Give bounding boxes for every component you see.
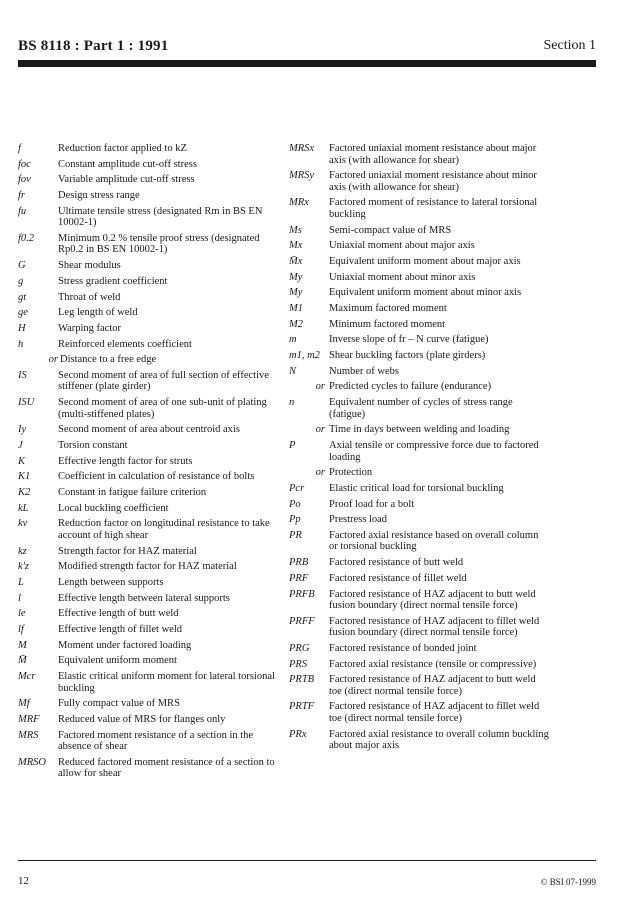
symbol: Po xyxy=(289,498,301,510)
definition-entry xyxy=(289,514,549,526)
symbol: MRx xyxy=(289,197,309,209)
definition-entry xyxy=(18,640,280,652)
definition-text: Axial tensile or compressive force due to factored loading xyxy=(329,440,539,463)
definition-entry xyxy=(18,307,280,319)
definition-entry-alternate xyxy=(18,354,280,366)
symbol: fr xyxy=(18,190,26,202)
definition-text: Modified strength factor for HAZ material xyxy=(58,561,237,573)
symbol: ISU xyxy=(18,397,35,409)
symbol: PRx xyxy=(289,728,307,740)
definition-entry xyxy=(289,143,549,166)
header-rule xyxy=(18,60,596,67)
definition-entry xyxy=(289,530,549,553)
definition-entry xyxy=(18,593,280,605)
symbol: k'z xyxy=(18,561,29,573)
definition-entry xyxy=(289,197,549,220)
definition-text: Moment under factored loading xyxy=(58,639,192,651)
definition-entry xyxy=(289,170,549,193)
definition-entry xyxy=(289,701,549,724)
symbol: MRS xyxy=(18,729,39,741)
definition-text: Second moment of area of full section of effective stiffener (plate girder) xyxy=(58,369,269,393)
definition-entry xyxy=(18,440,280,452)
definition-entry xyxy=(289,440,549,463)
definition-entry xyxy=(18,487,280,499)
definition-text: Proof load for a bolt xyxy=(329,498,415,510)
definition-text: Torsion constant xyxy=(58,440,128,451)
page-number: 12 xyxy=(18,875,29,887)
definition-text: Minimum factored moment xyxy=(329,318,446,330)
definition-entry xyxy=(18,339,280,351)
symbol: ge xyxy=(18,307,28,319)
copyright-notice: © BSI 07-1999 xyxy=(540,877,596,887)
symbol: PRS xyxy=(289,658,308,670)
definition-entry xyxy=(18,577,280,589)
symbol: kL xyxy=(18,502,29,514)
symbol: MRF xyxy=(18,714,40,725)
symbol: PRFB xyxy=(289,588,315,600)
definition-text: Protection xyxy=(329,467,373,479)
symbol: M̄ xyxy=(18,655,27,667)
definition-entry xyxy=(18,624,280,636)
definition-text: Factored resistance of HAZ adjacent to butt weld fusion boundary (direct normal tensile force) xyxy=(329,588,536,611)
definition-text: Warping factor xyxy=(58,322,121,334)
definition-text: Semi-compact value of MRS xyxy=(329,224,452,236)
symbol: fov xyxy=(18,174,31,186)
definition-entry xyxy=(18,424,280,436)
or-label: or xyxy=(48,354,58,366)
symbol: Mcr xyxy=(18,671,36,683)
symbol: My xyxy=(289,271,303,283)
symbol: fu xyxy=(18,205,27,217)
definition-text: Constant in fatigue failure criterion xyxy=(58,487,207,499)
definition-text: Uniaxial moment about minor axis xyxy=(329,271,476,283)
symbol: Mx xyxy=(289,240,303,252)
definition-text: Fully compact value of MRS xyxy=(58,698,180,710)
symbol: MRSx xyxy=(289,143,315,154)
definition-text: Factored axial resistance (tensile or compressive) xyxy=(329,658,537,670)
definition-text: Local buckling coefficient xyxy=(58,502,169,514)
definition-text: Second moment of area about centroid axis xyxy=(58,424,240,436)
definition-text: Reinforced elements coefficient xyxy=(58,338,192,350)
symbol: h xyxy=(18,338,24,350)
symbol: H xyxy=(18,322,26,334)
symbol: foc xyxy=(18,158,31,170)
symbol: PR xyxy=(289,529,302,541)
symbol: M2 xyxy=(289,318,303,330)
definition-entry xyxy=(18,370,280,393)
definition-entry xyxy=(289,674,549,697)
definition-text: Throat of weld xyxy=(58,291,121,303)
definition-entry xyxy=(18,276,280,288)
definition-entry xyxy=(18,518,280,541)
symbol: Mf xyxy=(18,698,30,710)
definition-text: Equivalent number of cycles of stress range (fatigue) xyxy=(329,397,513,420)
definition-text: Factored resistance of HAZ adjacent to fillet weld toe (direct normal tensile force) xyxy=(329,701,540,724)
definition-text: Equivalent uniform moment about major axis xyxy=(329,255,521,267)
definition-entry xyxy=(18,671,280,694)
definition-text: Elastic critical uniform moment for lateral torsional buckling xyxy=(58,671,275,694)
definition-text: Equivalent uniform moment about minor axis xyxy=(329,287,522,299)
definition-text: Strength factor for HAZ material xyxy=(58,545,197,557)
symbol: Iy xyxy=(18,424,27,436)
definition-entry xyxy=(289,334,549,346)
definition-text: Ultimate tensile stress (designated Rm in BS EN 10002-1) xyxy=(58,205,263,229)
definition-entry xyxy=(18,456,280,468)
definition-entry xyxy=(289,729,549,752)
definition-text: Factored moment of resistance to lateral torsional buckling xyxy=(329,197,538,220)
symbol: G xyxy=(18,260,26,272)
definition-entry xyxy=(289,303,549,315)
definition-text: Length between supports xyxy=(58,577,164,588)
symbol: L xyxy=(18,577,24,588)
definition-text: Second moment of area of one sub-unit of plating (multi-stiffened plates) xyxy=(58,397,267,420)
symbols-column-left xyxy=(18,143,280,784)
definition-entry xyxy=(289,499,549,511)
symbol: lf xyxy=(18,624,24,636)
symbol: n xyxy=(289,397,295,409)
definition-text: Shear modulus xyxy=(58,260,121,272)
symbol: M̄x xyxy=(289,255,303,267)
definition-text: Time in days between welding and loading xyxy=(329,424,510,436)
definition-entry xyxy=(289,616,549,639)
definition-entry xyxy=(18,471,280,483)
definition-entry xyxy=(289,659,549,671)
definition-entry-alternate xyxy=(289,467,549,479)
definition-text: Variable amplitude cut-off stress xyxy=(58,174,195,186)
definition-text: Effective length of butt weld xyxy=(58,608,179,620)
definition-text: Shear buckling factors (plate girders) xyxy=(329,350,486,362)
definition-text: Factored uniaxial moment resistance about minor axis (with allowance for shear) xyxy=(329,170,537,193)
definition-entry xyxy=(18,190,280,202)
or-label: or xyxy=(315,424,325,436)
symbol: Pp xyxy=(289,514,301,526)
definition-text: Prestress load xyxy=(329,514,388,526)
definition-text: Factored resistance of butt weld xyxy=(329,557,464,569)
definition-entry xyxy=(289,397,549,420)
symbol: f xyxy=(18,143,21,154)
definition-entry xyxy=(18,397,280,420)
definition-entry xyxy=(18,730,280,753)
definition-entry xyxy=(18,159,280,171)
definition-text: Stress gradient coefficient xyxy=(58,275,168,287)
symbol: K2 xyxy=(18,487,31,499)
definition-text: Design stress range xyxy=(58,190,140,202)
definition-entry xyxy=(289,240,549,252)
definition-entry xyxy=(289,643,549,655)
definition-entry xyxy=(289,589,549,612)
symbol: J xyxy=(18,440,23,451)
symbol: K1 xyxy=(18,471,31,483)
definition-entry xyxy=(18,655,280,667)
definition-text: Reduced value of MRS for flanges only xyxy=(58,714,226,725)
symbol: MRSO xyxy=(18,756,46,768)
section-label: Section 1 xyxy=(543,38,596,53)
definition-entry xyxy=(18,757,280,780)
definition-entry xyxy=(18,260,280,272)
definition-text: Factored resistance of bonded joint xyxy=(329,642,477,654)
symbol: PRB xyxy=(289,557,309,569)
definition-text: Number of webs xyxy=(329,365,399,377)
symbol: f0.2 xyxy=(18,232,35,244)
definition-entry xyxy=(289,256,549,268)
symbol: m xyxy=(289,334,297,346)
definition-text: Factored resistance of HAZ adjacent to butt weld toe (direct normal tensile force) xyxy=(329,674,536,697)
document-title: BS 8118 : Part 1 : 1991 xyxy=(18,38,169,54)
definition-text: Effective length between lateral supports xyxy=(58,592,230,604)
definition-entry-alternate xyxy=(289,381,549,393)
definition-text: Equivalent uniform moment xyxy=(58,655,177,667)
symbol: m1, m2 xyxy=(289,350,320,362)
symbol: Ms xyxy=(289,224,302,236)
definition-entry xyxy=(18,561,280,573)
definition-entry xyxy=(289,287,549,299)
symbols-column-right xyxy=(289,143,549,756)
symbol: K xyxy=(18,455,26,467)
definition-text: Reduction factor applied to kZ xyxy=(58,143,187,154)
symbol: l xyxy=(18,592,21,604)
definition-entry xyxy=(18,698,280,710)
definition-text: Elastic critical load for torsional buckling xyxy=(329,482,504,494)
symbol: M xyxy=(18,639,27,651)
definition-text: Maximum factored moment xyxy=(329,303,447,314)
symbol: MRSy xyxy=(289,170,315,182)
symbol: M1 xyxy=(289,303,303,314)
symbol: IS xyxy=(18,369,27,381)
definition-text: Reduced factored moment resistance of a section to allow for shear xyxy=(58,756,275,780)
or-label: or xyxy=(315,381,325,393)
symbol: PRF xyxy=(289,572,309,584)
symbol: My xyxy=(289,287,303,299)
definition-entry xyxy=(18,143,280,155)
definition-text: Constant amplitude cut-off stress xyxy=(58,158,197,170)
symbol: le xyxy=(18,608,26,620)
definition-text: Uniaxial moment about major axis xyxy=(329,240,475,252)
definition-text: Factored axial resistance to overall column buckling about major axis xyxy=(329,728,549,752)
definition-text: Effective length of fillet weld xyxy=(58,624,183,636)
definition-text: Coefficient in calculation of resistance of bolts xyxy=(58,471,255,483)
symbol: kv xyxy=(18,518,28,530)
definition-entry xyxy=(289,319,549,331)
definition-entry xyxy=(18,503,280,515)
definition-entry xyxy=(289,573,549,585)
definition-entry xyxy=(289,272,549,284)
symbol: PRG xyxy=(289,642,310,654)
or-label: or xyxy=(315,467,325,479)
definition-text: Predicted cycles to failure (endurance) xyxy=(329,381,492,393)
definition-text: Factored resistance of fillet weld xyxy=(329,572,467,584)
symbol: PRTF xyxy=(289,701,315,713)
symbol: PRTB xyxy=(289,674,315,686)
definition-entry xyxy=(289,350,549,362)
symbol: kz xyxy=(18,545,27,557)
symbol: g xyxy=(18,275,24,287)
symbol: Pcr xyxy=(289,482,305,494)
definition-entry xyxy=(289,483,549,495)
definition-text: Inverse slope of fr – N curve (fatigue) xyxy=(329,334,489,346)
definition-text: Reduction factor on longitudinal resistance to take account of high shear xyxy=(58,518,270,541)
definition-text: Leg length of weld xyxy=(58,307,138,319)
definition-text: Effective length factor for struts xyxy=(58,455,193,467)
definition-entry xyxy=(18,323,280,335)
definition-entry xyxy=(18,546,280,558)
definition-text: Distance to a free edge xyxy=(60,354,157,366)
definition-entry-alternate xyxy=(289,424,549,436)
symbol: P xyxy=(289,440,296,451)
symbol: N xyxy=(289,365,297,377)
definition-entry xyxy=(289,225,549,237)
definition-entry xyxy=(289,366,549,378)
definition-text: Factored moment resistance of a section in the absence of shear xyxy=(58,729,254,753)
definition-entry xyxy=(18,233,280,256)
symbol: PRFF xyxy=(289,615,315,627)
definition-entry xyxy=(18,292,280,304)
footer-rule xyxy=(18,860,596,861)
definition-text: Factored uniaxial moment resistance about major axis (with allowance for shear) xyxy=(329,143,537,166)
definition-entry xyxy=(18,206,280,229)
definition-entry xyxy=(18,174,280,186)
definition-text: Minimum 0.2 % tensile proof stress (designated Rp0.2 in BS EN 10002-1) xyxy=(58,232,260,256)
definition-entry xyxy=(18,608,280,620)
symbol: gt xyxy=(18,291,27,303)
definition-text: Factored axial resistance based on overall column or torsional buckling xyxy=(329,529,539,553)
definition-text: Factored resistance of HAZ adjacent to fillet weld fusion boundary (direct normal tensile force) xyxy=(329,615,540,639)
definition-entry xyxy=(18,714,280,726)
definition-entry xyxy=(289,557,549,569)
